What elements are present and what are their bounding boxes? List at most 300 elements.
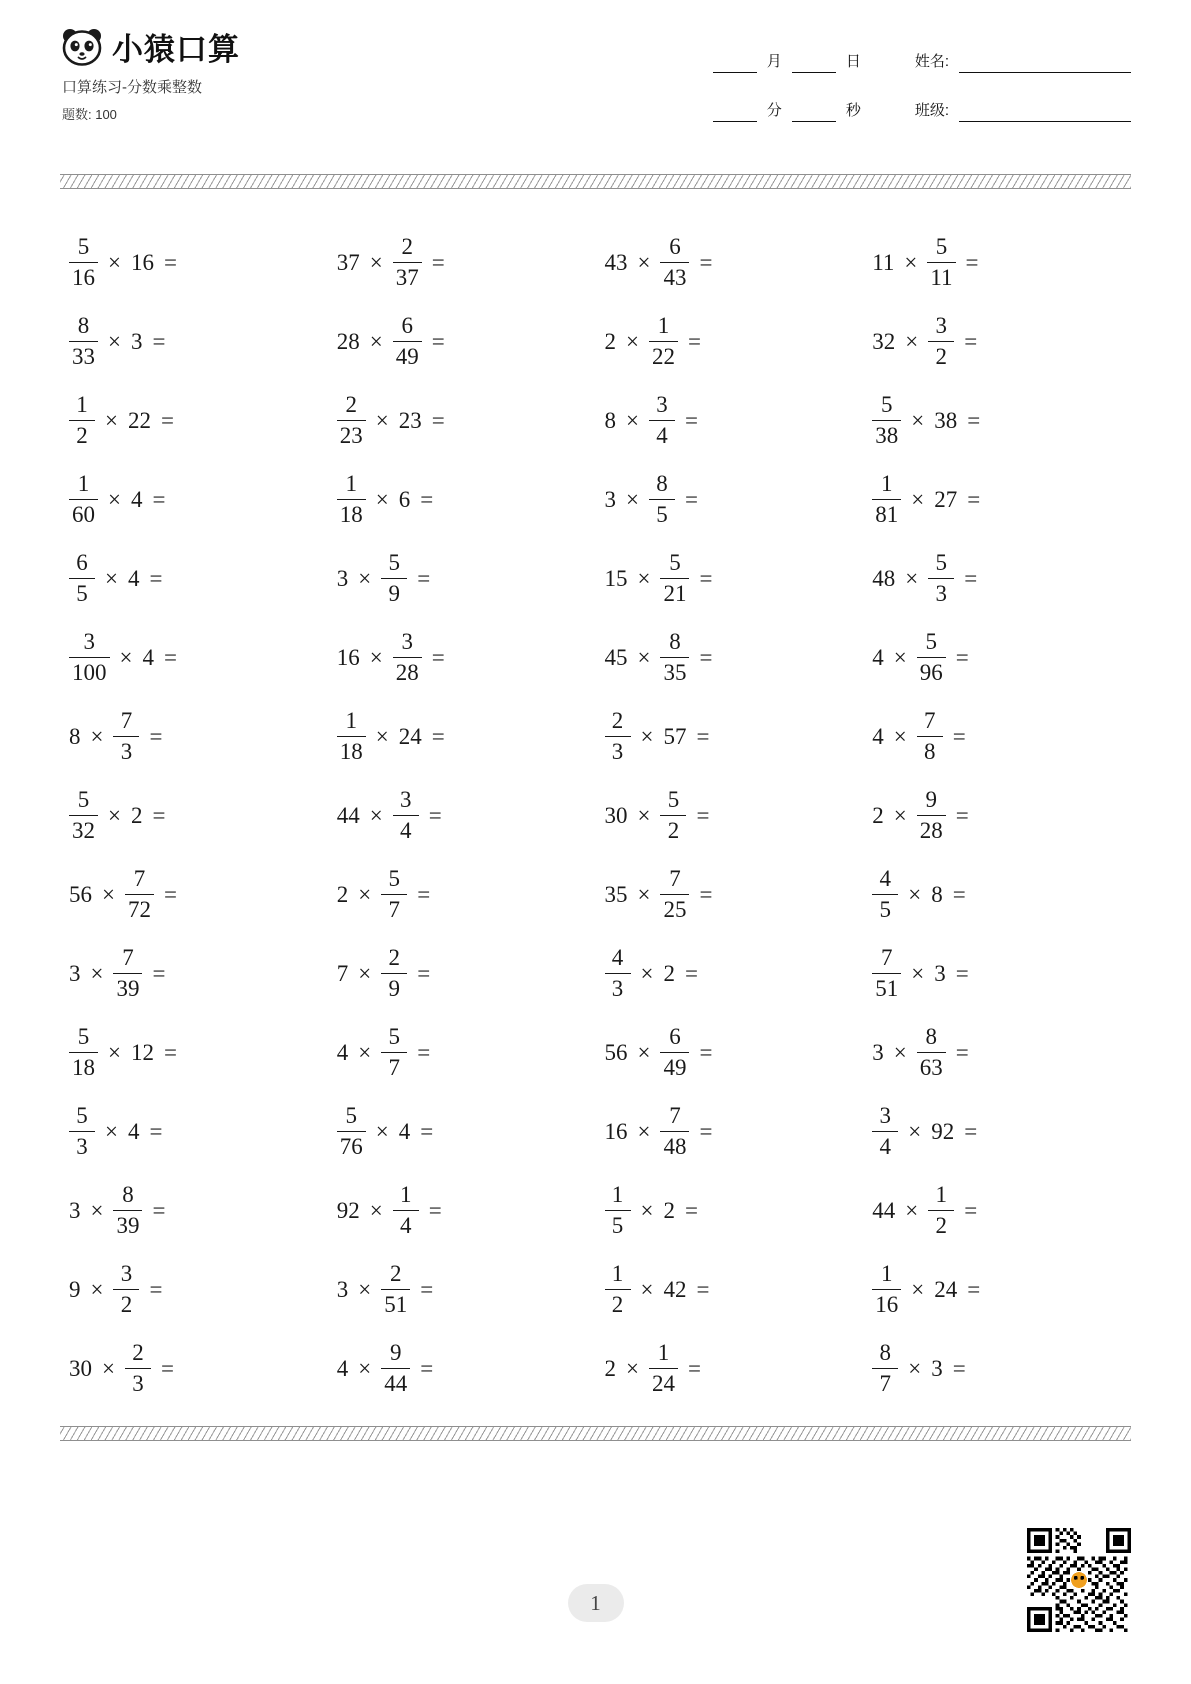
fraction-bar (872, 894, 898, 896)
fraction-b (376, 1261, 415, 1318)
fraction-bar (69, 578, 95, 580)
equals-sign: = (420, 1277, 434, 1302)
fraction-denominator: 11 (930, 265, 953, 291)
fraction-b (376, 945, 412, 1002)
equals-sign: = (967, 1277, 981, 1302)
equals-sign: = (149, 566, 163, 591)
problem-expression (600, 1261, 715, 1318)
fraction-b (108, 945, 147, 1002)
fraction-denominator: 8 (923, 739, 936, 765)
fraction-denominator: 96 (919, 660, 943, 686)
problem-cell[interactable] (863, 776, 1131, 855)
fraction-numerator: 5 (345, 1102, 357, 1128)
problem-cell[interactable] (596, 934, 864, 1013)
problem-cell[interactable] (60, 1171, 328, 1250)
fraction-b (388, 234, 427, 291)
problem-cell[interactable] (328, 223, 596, 302)
multiply-operator: × (358, 882, 372, 907)
fraction-denominator: 9 (388, 976, 400, 1002)
fraction-numerator: 2 (345, 391, 357, 417)
brand-name: 小猿口算 (112, 32, 240, 67)
problem-cell[interactable] (60, 697, 328, 776)
equals-sign: = (431, 250, 445, 275)
integer-a: 48 (872, 566, 896, 591)
fraction-bar (113, 973, 142, 975)
equals-sign: = (163, 882, 177, 907)
fraction-denominator: 49 (663, 1055, 687, 1081)
integer-a: 4 (336, 1356, 349, 1381)
equals-sign: = (699, 566, 713, 591)
multiply-operator: × (637, 1119, 651, 1144)
fraction-numerator: 8 (77, 312, 90, 338)
minute-label: 分 (766, 102, 782, 119)
fraction-a (64, 1103, 100, 1160)
fraction-numerator: 8 (656, 470, 668, 496)
fraction-numerator: 6 (669, 1023, 681, 1049)
fraction-b (912, 708, 948, 765)
multiply-operator: × (358, 1040, 372, 1065)
problem-expression (867, 550, 982, 607)
multiply-operator: × (626, 487, 639, 512)
fraction-bar (660, 262, 689, 264)
problem-cell[interactable] (863, 381, 1131, 460)
problem-cell[interactable] (328, 855, 596, 934)
multiply-operator: × (637, 882, 651, 907)
problem-cell[interactable] (596, 1092, 864, 1171)
problem-expression (600, 1103, 718, 1160)
fraction-a (64, 234, 103, 291)
problem-expression (332, 471, 438, 528)
fraction-numerator: 7 (669, 1102, 681, 1128)
problem-cell[interactable] (328, 1092, 596, 1171)
fraction-bar (928, 578, 954, 580)
fraction-numerator: 5 (77, 786, 90, 812)
equals-sign: = (684, 961, 698, 986)
problem-cell[interactable] (328, 697, 596, 776)
problem-expression (600, 471, 703, 528)
equals-sign: = (955, 961, 969, 986)
fraction-numerator: 1 (611, 1181, 624, 1207)
problem-cell[interactable] (596, 381, 864, 460)
integer-a: 4 (872, 645, 884, 670)
fraction-bar (381, 1052, 407, 1054)
fraction-numerator: 5 (77, 1023, 90, 1049)
worksheet-subtitle: 口算练习-分数乘整数 (62, 79, 202, 96)
equals-sign: = (152, 487, 166, 512)
fraction-numerator: 8 (122, 1181, 134, 1207)
multiply-operator: × (358, 566, 372, 591)
problem-cell[interactable] (328, 381, 596, 460)
integer-b: 4 (398, 1119, 411, 1144)
meta-row-date (713, 50, 1131, 73)
integer-a: 44 (336, 803, 360, 828)
multiply-operator: × (626, 1356, 639, 1381)
integer-a: 56 (604, 1040, 628, 1065)
fraction-denominator: 18 (72, 1055, 95, 1081)
page-header (60, 0, 1131, 136)
multiply-operator: × (358, 961, 372, 986)
problem-cell[interactable] (863, 1171, 1131, 1250)
multiply-operator: × (637, 1040, 651, 1065)
fraction-denominator: 51 (875, 976, 899, 1002)
problem-cell[interactable] (328, 302, 596, 381)
problem-cell[interactable] (863, 302, 1131, 381)
problem-cell[interactable] (863, 1092, 1131, 1171)
equals-sign: = (696, 803, 710, 828)
problem-expression (867, 1340, 970, 1397)
problem-cell[interactable] (596, 1013, 864, 1092)
month-label: 月 (766, 53, 782, 70)
fraction-denominator: 22 (651, 344, 675, 370)
fraction-bar (927, 262, 955, 264)
equals-sign: = (967, 408, 981, 433)
problem-cell[interactable] (328, 1329, 596, 1408)
fraction-denominator: 3 (76, 1134, 88, 1160)
fraction-bar (605, 1289, 631, 1291)
problem-expression (867, 1024, 973, 1081)
fraction-bar (337, 420, 366, 422)
fraction-bar (917, 736, 943, 738)
fraction-numerator: 7 (923, 707, 936, 733)
equals-sign: = (967, 487, 981, 512)
multiply-operator: × (90, 961, 104, 986)
problem-cell[interactable] (328, 460, 596, 539)
equals-sign: = (420, 487, 434, 512)
integer-b: 38 (934, 408, 958, 433)
integer-b: 16 (130, 250, 154, 275)
multiply-operator: × (908, 882, 922, 907)
fraction-bar (69, 815, 98, 817)
name-blank[interactable] (959, 72, 1131, 73)
fraction-a (600, 708, 636, 765)
multiply-operator: × (369, 250, 383, 275)
problem-cell[interactable] (60, 1013, 328, 1092)
problem-cell[interactable] (863, 697, 1131, 776)
problem-cell[interactable] (60, 302, 328, 381)
multiply-operator: × (108, 803, 121, 828)
fraction-bar (381, 1368, 410, 1370)
problem-expression (600, 313, 706, 370)
problem-cell[interactable] (596, 1250, 864, 1329)
problem-expression (332, 1182, 447, 1239)
name-label: 姓名: (914, 53, 949, 70)
problem-expression (332, 866, 435, 923)
fraction-denominator: 33 (72, 344, 95, 370)
fraction-denominator: 43 (663, 265, 687, 291)
problem-expression (867, 234, 983, 291)
fraction-numerator: 3 (83, 628, 95, 654)
fraction-b (388, 787, 424, 844)
problem-cell[interactable] (60, 1250, 328, 1329)
problem-cell[interactable] (60, 539, 328, 618)
fraction-b (108, 1182, 147, 1239)
fraction-a (64, 392, 100, 449)
problem-expression (332, 629, 450, 686)
fraction-bar (660, 578, 689, 580)
problem-expression (867, 945, 973, 1002)
equals-sign: = (965, 250, 979, 275)
equals-sign: = (964, 1198, 978, 1223)
minute-blank[interactable] (713, 121, 757, 122)
divider-top (60, 174, 1131, 189)
fraction-denominator: 9 (388, 581, 400, 607)
fraction-numerator: 7 (120, 707, 133, 733)
fraction-numerator: 5 (388, 865, 400, 891)
fraction-b (923, 1182, 959, 1239)
integer-a: 2 (336, 882, 349, 907)
fraction-bar (649, 420, 675, 422)
multiply-operator: × (911, 961, 925, 986)
integer-b: 6 (398, 487, 411, 512)
fraction-b (655, 234, 694, 291)
equals-sign: = (420, 1119, 434, 1144)
problem-cell[interactable] (60, 855, 328, 934)
fraction-numerator: 9 (389, 1339, 402, 1365)
problem-cell[interactable] (328, 1171, 596, 1250)
multiply-operator: × (375, 487, 389, 512)
equals-sign: = (699, 250, 713, 275)
problem-cell[interactable] (328, 1013, 596, 1092)
fraction-denominator: 3 (120, 739, 133, 765)
integer-a: 44 (872, 1198, 896, 1223)
problem-cell[interactable] (596, 697, 864, 776)
problem-cell[interactable] (328, 1250, 596, 1329)
panda-icon (60, 27, 104, 67)
problem-cell[interactable] (60, 1092, 328, 1171)
problem-expression (332, 1340, 438, 1397)
multiply-operator: × (640, 724, 654, 749)
fraction-denominator: 2 (935, 344, 947, 370)
integer-a: 30 (604, 803, 628, 828)
integer-b: 24 (398, 724, 422, 749)
fraction-bar (660, 815, 686, 817)
fraction-bar (69, 341, 98, 343)
fraction-denominator: 100 (72, 660, 107, 686)
equals-sign: = (417, 882, 431, 907)
fraction-denominator: 2 (611, 1292, 624, 1318)
fraction-numerator: 1 (881, 1260, 893, 1286)
fraction-numerator: 3 (120, 1260, 133, 1286)
equals-sign: = (428, 1198, 442, 1223)
multiply-operator: × (905, 566, 919, 591)
problem-cell[interactable] (60, 934, 328, 1013)
fraction-b (376, 1024, 412, 1081)
multiply-operator: × (908, 1119, 922, 1144)
fraction-bar (660, 1131, 689, 1133)
fraction-a (600, 1182, 636, 1239)
problem-cell[interactable] (596, 776, 864, 855)
problem-cell[interactable] (863, 934, 1131, 1013)
equals-sign: = (417, 566, 431, 591)
fraction-bar (381, 1289, 410, 1291)
fraction-b (644, 392, 680, 449)
equals-sign: = (152, 329, 166, 354)
multiply-operator: × (626, 408, 639, 433)
fraction-denominator: 49 (395, 344, 419, 370)
integer-b: 3 (931, 1356, 943, 1381)
equals-sign: = (163, 250, 177, 275)
equals-sign: = (417, 961, 431, 986)
fraction-numerator: 8 (669, 628, 681, 654)
problem-expression (867, 708, 970, 765)
fraction-denominator: 72 (127, 897, 151, 923)
problem-expression (64, 392, 179, 449)
fraction-bar (337, 1131, 366, 1133)
class-label: 班级: (914, 102, 949, 119)
integer-a: 4 (872, 724, 884, 749)
fraction-bar (69, 499, 98, 501)
equals-sign: = (955, 1040, 969, 1065)
integer-b: 3 (130, 329, 143, 354)
problem-expression (64, 629, 182, 686)
fraction-bar (113, 1210, 142, 1212)
fraction-b (912, 787, 951, 844)
problem-expression (867, 866, 970, 923)
fraction-denominator: 76 (339, 1134, 363, 1160)
fraction-denominator: 7 (388, 897, 400, 923)
fraction-b (655, 787, 691, 844)
integer-a: 28 (336, 329, 360, 354)
fraction-bar (69, 1131, 95, 1133)
equals-sign: = (964, 566, 978, 591)
problem-cell[interactable] (60, 618, 328, 697)
multiply-operator: × (640, 1198, 654, 1223)
fraction-bar (660, 657, 689, 659)
problem-cell[interactable] (596, 460, 864, 539)
equals-sign: = (431, 329, 445, 354)
integer-a: 15 (604, 566, 628, 591)
fraction-denominator: 18 (339, 502, 363, 528)
fraction-a (867, 1103, 903, 1160)
multiply-operator: × (905, 329, 919, 354)
fraction-bar (872, 499, 901, 501)
fraction-bar (660, 894, 689, 896)
integer-b: 4 (127, 1119, 140, 1144)
problem-cell[interactable] (863, 539, 1131, 618)
fraction-a (64, 550, 100, 607)
problem-cell[interactable] (596, 618, 864, 697)
problem-cell[interactable] (863, 1329, 1131, 1408)
problem-cell[interactable] (863, 460, 1131, 539)
fraction-bar (872, 973, 901, 975)
fraction-bar (917, 1052, 946, 1054)
fraction-bar (872, 420, 901, 422)
multiply-operator: × (911, 1277, 925, 1302)
problem-cell[interactable] (863, 1013, 1131, 1092)
problem-expression (64, 550, 167, 607)
problem-count-label: 题数: 100 (62, 107, 117, 122)
fraction-bar (393, 657, 422, 659)
problem-cell[interactable] (328, 618, 596, 697)
problem-expression (867, 629, 973, 686)
equals-sign: = (428, 803, 442, 828)
fraction-numerator: 5 (76, 1102, 88, 1128)
fraction-b (376, 866, 412, 923)
fraction-bar (872, 1289, 901, 1291)
problem-cell[interactable] (863, 618, 1131, 697)
fraction-numerator: 6 (76, 549, 88, 575)
fraction-denominator: 7 (879, 1371, 891, 1397)
problem-cell[interactable] (328, 934, 596, 1013)
fraction-numerator: 2 (389, 1260, 402, 1286)
fraction-numerator: 1 (76, 391, 88, 417)
fraction-b (912, 1024, 951, 1081)
fraction-b (120, 1340, 156, 1397)
problem-expression (600, 550, 718, 607)
problem-expression (64, 945, 170, 1002)
fraction-denominator: 2 (76, 423, 88, 449)
fraction-bar (605, 1210, 631, 1212)
fraction-denominator: 63 (919, 1055, 943, 1081)
integer-b: 42 (663, 1277, 687, 1302)
problem-grid (60, 223, 1131, 1408)
multiply-operator: × (375, 724, 389, 749)
fraction-bar (605, 973, 631, 975)
problem-expression (64, 1024, 182, 1081)
problem-expression (332, 1103, 438, 1160)
problem-cell[interactable] (60, 460, 328, 539)
problem-cell[interactable] (863, 855, 1131, 934)
problem-cell[interactable] (863, 1250, 1131, 1329)
equals-sign: = (431, 408, 445, 433)
multiply-operator: × (626, 329, 639, 354)
problem-cell[interactable] (328, 539, 596, 618)
problem-cell[interactable] (60, 776, 328, 855)
multiply-operator: × (375, 1119, 389, 1144)
fraction-a (64, 1024, 103, 1081)
equals-sign: = (684, 408, 698, 433)
problem-cell[interactable] (596, 1171, 864, 1250)
brand-block (60, 24, 240, 123)
fraction-denominator: 4 (879, 1134, 891, 1160)
problem-expression (64, 708, 167, 765)
integer-a: 32 (872, 329, 896, 354)
multiply-operator: × (90, 1198, 104, 1223)
problem-cell[interactable] (60, 381, 328, 460)
problem-cell[interactable] (596, 539, 864, 618)
problem-cell[interactable] (596, 302, 864, 381)
multiply-operator: × (358, 1277, 372, 1302)
equals-sign: = (955, 645, 969, 670)
second-blank[interactable] (792, 121, 836, 122)
problem-cell[interactable] (596, 223, 864, 302)
page-number-badge: 1 (568, 1584, 624, 1622)
fraction-numerator: 8 (925, 1023, 937, 1049)
day-blank[interactable] (792, 72, 836, 73)
integer-a: 11 (872, 250, 895, 275)
problem-expression (64, 234, 182, 291)
problem-cell[interactable] (863, 223, 1131, 302)
qr-code-icon[interactable] (1027, 1528, 1131, 1632)
fraction-denominator: 39 (116, 976, 140, 1002)
problem-expression (600, 708, 715, 765)
fraction-numerator: 2 (388, 944, 400, 970)
fraction-numerator: 3 (656, 391, 668, 417)
fraction-bar (381, 578, 407, 580)
problem-cell[interactable] (328, 776, 596, 855)
problem-cell[interactable] (596, 1329, 864, 1408)
fraction-numerator: 5 (667, 786, 680, 812)
multiply-operator: × (108, 1040, 121, 1065)
problem-cell[interactable] (596, 855, 864, 934)
fraction-denominator: 38 (875, 423, 899, 449)
fraction-bar (649, 1368, 678, 1370)
problem-cell[interactable] (60, 223, 328, 302)
class-blank[interactable] (959, 121, 1131, 122)
month-blank[interactable] (713, 72, 757, 73)
fraction-denominator: 37 (395, 265, 419, 291)
problem-cell[interactable] (60, 1329, 328, 1408)
